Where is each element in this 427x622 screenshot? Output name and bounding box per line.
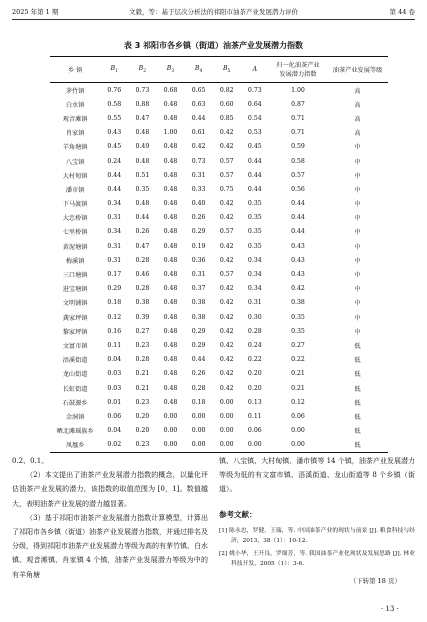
table-row bbox=[50, 111, 388, 125]
cell-b5: 0.75 bbox=[219, 185, 234, 193]
cell-b5: 0.42 bbox=[219, 370, 234, 378]
cell-b4: 0.38 bbox=[191, 313, 206, 321]
cell-b5: 0.42 bbox=[219, 356, 234, 364]
reference-item: [2] 姚小华，王开良，罗细芳，等. 我国油茶产业化现状及发展思路 [J]. 林业科技开发，2005（1）：3-6. bbox=[219, 550, 415, 568]
cell-b3: 0.48 bbox=[163, 398, 178, 406]
cell-b3: 0.00 bbox=[163, 412, 178, 420]
cell-town: 石鼓源乡 bbox=[62, 399, 88, 407]
cell-normalized-index: 0.44 bbox=[291, 228, 305, 236]
table-row bbox=[50, 338, 388, 352]
cell-b2: 0.20 bbox=[135, 412, 150, 420]
cell-a: 0.06 bbox=[247, 427, 262, 435]
cell-b3: 0.48 bbox=[163, 157, 178, 165]
cell-b2: 0.27 bbox=[135, 327, 150, 335]
cell-b1: 0.58 bbox=[107, 100, 122, 108]
col-header-b1: $B_1$ bbox=[110, 64, 118, 75]
cell-normalized-index: 0.21 bbox=[291, 384, 305, 392]
cell-b2: 0.28 bbox=[135, 356, 150, 364]
cell-b5: 0.42 bbox=[219, 384, 234, 392]
cell-town: 下马渡镇 bbox=[62, 201, 88, 209]
cell-town: 龙山街道 bbox=[62, 371, 88, 379]
cell-b5: 0.42 bbox=[219, 129, 234, 137]
table-row bbox=[50, 395, 388, 409]
cell-b1: 0.31 bbox=[107, 256, 122, 264]
cell-b4: 0.44 bbox=[191, 114, 206, 122]
table-row bbox=[50, 182, 388, 196]
cell-b2: 0.23 bbox=[135, 398, 150, 406]
cell-level: 低 bbox=[354, 371, 361, 379]
cell-b2: 0.48 bbox=[135, 129, 150, 137]
cell-town: 观音滩镇 bbox=[62, 115, 88, 123]
reference-item: [1] 陈永忠，罗健，王瑞，等. 中国油茶产业的现状与前景 [J]. 粮食科技与经济，2013，38（1）：10-12. bbox=[219, 527, 415, 545]
cell-b2: 0.21 bbox=[135, 370, 150, 378]
table-body bbox=[50, 83, 388, 453]
cell-town: 金洞镇 bbox=[65, 413, 85, 421]
cell-b1: 0.01 bbox=[107, 398, 122, 406]
cell-b3: 0.48 bbox=[163, 143, 178, 151]
col-header-b2: $B_2$ bbox=[138, 64, 147, 75]
cell-b1: 0.76 bbox=[107, 86, 122, 94]
cell-a: 0.22 bbox=[247, 356, 262, 364]
table-row bbox=[50, 424, 388, 438]
cell-normalized-index: 0.71 bbox=[291, 114, 305, 122]
cell-level: 中 bbox=[354, 286, 361, 294]
cell-normalized-index: 0.43 bbox=[291, 271, 305, 279]
cell-level: 中 bbox=[354, 314, 361, 322]
body-right-column bbox=[219, 454, 415, 588]
cell-level: 中 bbox=[354, 272, 361, 280]
table-row bbox=[50, 140, 388, 154]
body-left-column bbox=[12, 454, 208, 582]
cell-b1: 0.03 bbox=[107, 370, 122, 378]
cell-b1: 0.11 bbox=[107, 341, 122, 349]
cell-b2: 0.49 bbox=[135, 143, 150, 151]
cell-a: 0.20 bbox=[247, 384, 262, 392]
cell-b1: 0.03 bbox=[107, 384, 122, 392]
cell-b2: 0.21 bbox=[135, 384, 150, 392]
body-paragraph: （2）本文提出了油茶产业发展潜力指数的概念，以量化评估油茶产业发展的潜力，该指数的取值范围为 [0，1]。数值越大，表明油茶产业发展的潜力越显著。 bbox=[12, 471, 208, 508]
table-row bbox=[50, 97, 388, 111]
table-row bbox=[50, 381, 388, 395]
cell-b5: 0.00 bbox=[219, 398, 234, 406]
cell-b3: 0.48 bbox=[163, 271, 178, 279]
cell-level: 低 bbox=[354, 413, 361, 421]
cell-b3: 0.48 bbox=[163, 299, 178, 307]
cell-b3: 0.48 bbox=[163, 100, 178, 108]
cell-level: 中 bbox=[354, 229, 361, 237]
cell-town: 凤凰乡 bbox=[65, 442, 85, 450]
col-header-b3: $B_3$ bbox=[166, 64, 175, 75]
cell-b2: 0.23 bbox=[135, 441, 150, 449]
cell-town: 梅溪镇 bbox=[65, 257, 85, 265]
cell-b4: 0.26 bbox=[191, 370, 206, 378]
cell-level: 低 bbox=[354, 428, 361, 436]
cell-town: 大村甸镇 bbox=[62, 172, 88, 180]
cell-b2: 0.47 bbox=[135, 242, 150, 250]
cell-normalized-index: 0.44 bbox=[291, 214, 305, 222]
cell-normalized-index: 0.43 bbox=[291, 242, 305, 250]
cell-town: 白水镇 bbox=[65, 101, 85, 109]
cell-normalized-index: 0.56 bbox=[291, 185, 305, 193]
cell-b2: 0.88 bbox=[135, 100, 150, 108]
cell-b1: 0.12 bbox=[107, 313, 122, 321]
cell-b1: 0.31 bbox=[107, 242, 122, 250]
cell-b1: 0.31 bbox=[107, 214, 122, 222]
cell-normalized-index: 0.21 bbox=[291, 370, 305, 378]
cell-b3: 0.48 bbox=[163, 285, 178, 293]
cell-normalized-index: 0.12 bbox=[291, 398, 305, 406]
cell-b5: 0.42 bbox=[219, 143, 234, 151]
cell-b3: 0.48 bbox=[163, 171, 178, 179]
cell-level: 低 bbox=[354, 357, 361, 365]
cell-b4: 0.28 bbox=[191, 384, 206, 392]
cell-b5: 0.42 bbox=[219, 200, 234, 208]
cell-b1: 0.24 bbox=[107, 157, 122, 165]
cell-town: 黄泥塘镇 bbox=[62, 243, 88, 251]
cell-b1: 0.29 bbox=[107, 285, 122, 293]
cell-a: 0.44 bbox=[247, 185, 262, 193]
cell-b2: 0.26 bbox=[135, 228, 150, 236]
cell-b5: 0.42 bbox=[219, 299, 234, 307]
cell-b3: 0.48 bbox=[163, 114, 178, 122]
cell-town: 进宝塘镇 bbox=[62, 286, 88, 294]
cell-normalized-index: 0.38 bbox=[291, 299, 305, 307]
cell-normalized-index: 0.44 bbox=[291, 200, 305, 208]
cell-b1: 0.44 bbox=[107, 171, 122, 179]
cell-b2: 0.44 bbox=[135, 214, 150, 222]
col-header-index-line2: 发展潜力指数 bbox=[279, 70, 317, 78]
cell-a: 0.30 bbox=[247, 313, 262, 321]
cell-b4: 0.36 bbox=[191, 256, 206, 264]
cell-level: 低 bbox=[354, 442, 361, 450]
cell-level: 高 bbox=[354, 87, 361, 95]
page-number: · 13 · bbox=[381, 605, 399, 613]
cell-town: 文明铺镇 bbox=[62, 300, 88, 308]
cell-level: 中 bbox=[354, 144, 361, 152]
cell-b4: 0.61 bbox=[191, 129, 206, 137]
cell-b3: 0.48 bbox=[163, 242, 178, 250]
cell-b3: 0.48 bbox=[163, 341, 178, 349]
cell-level: 高 bbox=[354, 130, 361, 138]
cell-level: 低 bbox=[354, 385, 361, 393]
cell-level: 中 bbox=[354, 243, 361, 251]
table-row bbox=[50, 83, 388, 98]
cell-town: 潘市镇 bbox=[65, 186, 85, 194]
cell-b5: 0.57 bbox=[219, 228, 234, 236]
table-row bbox=[50, 367, 388, 381]
cell-b1: 0.55 bbox=[107, 114, 122, 122]
cell-normalized-index: 0.22 bbox=[291, 356, 305, 364]
cell-town: 大忠桥镇 bbox=[62, 215, 88, 223]
cell-level: 中 bbox=[354, 201, 361, 209]
cell-b1: 0.45 bbox=[107, 143, 122, 151]
cell-b1: 0.43 bbox=[107, 129, 122, 137]
table-row bbox=[50, 267, 388, 281]
cell-b3: 0.48 bbox=[163, 214, 178, 222]
cell-b3: 0.48 bbox=[163, 200, 178, 208]
cell-a: 0.73 bbox=[247, 86, 262, 94]
cell-level: 高 bbox=[354, 101, 361, 109]
cell-b2: 0.48 bbox=[135, 157, 150, 165]
cell-level: 中 bbox=[354, 328, 361, 336]
cell-a: 0.35 bbox=[247, 200, 262, 208]
body-paragraph: （3）基于祁阳市油茶产业发展潜力指数计算模型，计算出了祁阳市各乡镇（街道）油茶产业发展潜力指数，并通过排名及分级，得到祁阳市油茶产业发展潜力等级为高的有茅竹镇、白水镇、观音滩镇、肖家镇 4 个镇，油茶产业发展潜力等级为中的有羊角塘 bbox=[12, 513, 208, 579]
cell-b4: 0.38 bbox=[191, 299, 206, 307]
cell-normalized-index: 0.59 bbox=[291, 143, 305, 151]
body-paragraph: 镇、八宝镇、大村甸镇、潘市镇等 14 个镇，油茶产业发展潜力等级为低的有文富市镇、浯溪街道、龙山街道等 8 个乡镇（街道）。 bbox=[219, 457, 415, 494]
cell-b4: 0.42 bbox=[191, 143, 206, 151]
cell-level: 中 bbox=[354, 172, 361, 180]
cell-b4: 0.65 bbox=[191, 86, 206, 94]
cell-b1: 0.18 bbox=[107, 299, 122, 307]
cell-normalized-index: 1.00 bbox=[291, 86, 305, 94]
cell-b5: 0.85 bbox=[219, 114, 234, 122]
cell-town: 长虹街道 bbox=[62, 385, 88, 393]
cell-level: 中 bbox=[354, 186, 361, 194]
cell-b4: 0.19 bbox=[191, 242, 206, 250]
cell-b5: 0.42 bbox=[219, 256, 234, 264]
cell-b3: 0.48 bbox=[163, 356, 178, 364]
header-rule bbox=[12, 19, 415, 20]
cell-b1: 0.34 bbox=[107, 228, 122, 236]
cell-b5: 0.57 bbox=[219, 271, 234, 279]
col-header-a: A bbox=[252, 66, 258, 73]
cell-b3: 0.48 bbox=[163, 327, 178, 335]
cell-a: 0.54 bbox=[247, 114, 262, 122]
running-head-issue: 2025 年第 1 期 bbox=[12, 8, 59, 16]
table-row bbox=[50, 168, 388, 182]
cell-b5: 0.82 bbox=[219, 86, 234, 94]
cell-b2: 0.73 bbox=[135, 86, 150, 94]
col-header-b5: $B_5$ bbox=[222, 64, 231, 75]
cell-town: 茅竹镇 bbox=[65, 87, 85, 95]
cell-b3: 0.48 bbox=[163, 228, 178, 236]
table-row bbox=[50, 282, 388, 296]
cell-b3: 0.00 bbox=[163, 427, 178, 435]
cell-a: 0.34 bbox=[247, 271, 262, 279]
cell-b3: 0.48 bbox=[163, 256, 178, 264]
table-row bbox=[50, 239, 388, 253]
cell-b2: 0.38 bbox=[135, 299, 150, 307]
cell-b2: 0.48 bbox=[135, 200, 150, 208]
cell-normalized-index: 0.06 bbox=[291, 412, 305, 420]
cell-a: 0.35 bbox=[247, 242, 262, 250]
cell-a: 0.34 bbox=[247, 285, 262, 293]
running-head bbox=[12, 6, 415, 18]
cell-b5: 0.00 bbox=[219, 427, 234, 435]
cell-a: 0.34 bbox=[247, 256, 262, 264]
cell-a: 0.44 bbox=[247, 157, 262, 165]
table-row bbox=[50, 253, 388, 267]
table-row bbox=[50, 126, 388, 140]
cell-a: 0.24 bbox=[247, 341, 262, 349]
cell-b2: 0.51 bbox=[135, 171, 150, 179]
body-paragraph: 0.2、0.1。 bbox=[12, 457, 49, 465]
cell-b5: 0.57 bbox=[219, 157, 234, 165]
cell-b5: 0.42 bbox=[219, 341, 234, 349]
table-row bbox=[50, 211, 388, 225]
cell-b4: 0.00 bbox=[191, 427, 206, 435]
cell-a: 0.44 bbox=[247, 171, 262, 179]
cell-normalized-index: 0.43 bbox=[291, 256, 305, 264]
cell-b1: 0.17 bbox=[107, 271, 122, 279]
cell-b1: 0.04 bbox=[107, 356, 122, 364]
cell-b4: 0.31 bbox=[191, 171, 206, 179]
col-header-b4: $B_4$ bbox=[194, 64, 203, 75]
cell-b2: 0.28 bbox=[135, 256, 150, 264]
table-row bbox=[50, 438, 388, 453]
cell-b5: 0.42 bbox=[219, 285, 234, 293]
cell-town: 浯溪街道 bbox=[62, 357, 88, 365]
cell-b3: 1.00 bbox=[163, 129, 178, 137]
cell-b2: 0.46 bbox=[135, 271, 150, 279]
cell-level: 中 bbox=[354, 158, 361, 166]
cell-b4: 0.00 bbox=[191, 441, 206, 449]
cell-town: 八宝镇 bbox=[65, 158, 85, 166]
cell-a: 0.35 bbox=[247, 228, 262, 236]
cell-normalized-index: 0.35 bbox=[291, 313, 305, 321]
cell-b2: 0.35 bbox=[135, 185, 150, 193]
cell-b4: 0.29 bbox=[191, 327, 206, 335]
cell-b4: 0.40 bbox=[191, 200, 206, 208]
cell-a: 0.45 bbox=[247, 143, 262, 151]
cell-b3: 0.48 bbox=[163, 185, 178, 193]
cell-b2: 0.20 bbox=[135, 427, 150, 435]
cell-normalized-index: 0.00 bbox=[291, 441, 305, 449]
cell-b1: 0.44 bbox=[107, 185, 122, 193]
cell-normalized-index: 0.00 bbox=[291, 427, 305, 435]
cell-b3: 0.00 bbox=[163, 441, 178, 449]
cell-b1: 0.16 bbox=[107, 327, 122, 335]
cell-normalized-index: 0.87 bbox=[291, 100, 305, 108]
col-header-town: 乡 镇 bbox=[67, 67, 83, 74]
cell-b3: 0.48 bbox=[163, 384, 178, 392]
cell-a: 0.13 bbox=[247, 398, 262, 406]
running-head-article: 文毅，等：基于层次分析法的祁阳市油茶产业发展潜力评价 bbox=[129, 8, 298, 16]
cell-normalized-index: 0.58 bbox=[291, 157, 305, 165]
table-row bbox=[50, 296, 388, 310]
table-header-row bbox=[50, 57, 388, 83]
potential-index-table bbox=[50, 56, 388, 453]
cell-town: 三口塘镇 bbox=[62, 272, 88, 280]
cell-b5: 0.42 bbox=[219, 327, 234, 335]
cell-town: 肖家镇 bbox=[65, 130, 85, 138]
cell-b3: 0.68 bbox=[163, 86, 178, 94]
cell-b3: 0.48 bbox=[163, 370, 178, 378]
cell-b1: 0.04 bbox=[107, 427, 122, 435]
cell-b4: 0.26 bbox=[191, 214, 206, 222]
table-row bbox=[50, 353, 388, 367]
table-row bbox=[50, 197, 388, 211]
col-header-index-line1: 归一化油茶产业 bbox=[276, 61, 320, 69]
cell-a: 0.11 bbox=[247, 412, 262, 420]
cell-level: 中 bbox=[354, 257, 361, 265]
cell-b2: 0.23 bbox=[135, 341, 150, 349]
cell-a: 0.28 bbox=[247, 327, 262, 335]
cell-a: 0.53 bbox=[247, 129, 262, 137]
cell-b4: 0.44 bbox=[191, 356, 206, 364]
cell-b4: 0.29 bbox=[191, 341, 206, 349]
cell-level: 高 bbox=[354, 115, 361, 123]
cell-b4: 0.18 bbox=[191, 398, 206, 406]
cell-b5: 0.00 bbox=[219, 412, 234, 420]
table-row bbox=[50, 154, 388, 168]
cell-town: 黎家坪镇 bbox=[62, 328, 88, 336]
cell-a: 0.64 bbox=[247, 100, 262, 108]
cell-b5: 0.00 bbox=[219, 441, 234, 449]
cell-town: 龚家坪镇 bbox=[62, 314, 88, 322]
cell-normalized-index: 0.57 bbox=[291, 171, 305, 179]
cell-b1: 0.34 bbox=[107, 200, 122, 208]
cell-level: 低 bbox=[354, 342, 361, 350]
table-row bbox=[50, 310, 388, 324]
cell-town: 七里桥镇 bbox=[62, 229, 88, 237]
cell-b4: 0.37 bbox=[191, 285, 206, 293]
cell-b4: 0.31 bbox=[191, 271, 206, 279]
cell-b1: 0.02 bbox=[107, 441, 122, 449]
cell-b4: 0.33 bbox=[191, 185, 206, 193]
cell-a: 0.00 bbox=[247, 441, 262, 449]
table-row bbox=[50, 225, 388, 239]
cell-level: 低 bbox=[354, 399, 361, 407]
cell-b4: 0.63 bbox=[191, 100, 206, 108]
cell-b2: 0.39 bbox=[135, 313, 150, 321]
table-title: 表 3 祁阳市各乡镇（街道）油茶产业发展潜力指数 bbox=[123, 41, 304, 50]
col-header-level: 油茶产业发展等级 bbox=[332, 67, 383, 74]
cell-b2: 0.47 bbox=[135, 114, 150, 122]
cell-b2: 0.28 bbox=[135, 285, 150, 293]
cell-town: 羊角塘镇 bbox=[62, 144, 88, 152]
cell-b4: 0.29 bbox=[191, 228, 206, 236]
table-row bbox=[50, 409, 388, 423]
cell-a: 0.20 bbox=[247, 370, 262, 378]
cell-b3: 0.48 bbox=[163, 313, 178, 321]
cell-a: 0.31 bbox=[247, 299, 262, 307]
cell-b5: 0.42 bbox=[219, 313, 234, 321]
cell-normalized-index: 0.35 bbox=[291, 327, 305, 335]
cell-a: 0.35 bbox=[247, 214, 262, 222]
cell-b5: 0.42 bbox=[219, 242, 234, 250]
cell-level: 中 bbox=[354, 215, 361, 223]
cell-normalized-index: 0.71 bbox=[291, 129, 305, 137]
running-head-volume: 第 44 卷 bbox=[389, 8, 415, 16]
cell-level: 中 bbox=[354, 300, 361, 308]
cell-town: 晒北滩瑶族乡 bbox=[56, 428, 94, 436]
cell-b5: 0.42 bbox=[219, 214, 234, 222]
continued-note: （下转第 18 页） bbox=[349, 576, 401, 585]
col-header-normalized-index bbox=[269, 57, 327, 83]
cell-b5: 0.57 bbox=[219, 171, 234, 179]
cell-b1: 0.06 bbox=[107, 412, 122, 420]
cell-town: 文富市镇 bbox=[62, 342, 88, 350]
cell-b4: 0.00 bbox=[191, 412, 206, 420]
cell-b4: 0.73 bbox=[191, 157, 206, 165]
cell-b5: 0.60 bbox=[219, 100, 234, 108]
cell-normalized-index: 0.42 bbox=[291, 285, 305, 293]
references-title: 参考文献： bbox=[219, 509, 257, 519]
table-row bbox=[50, 324, 388, 338]
cell-normalized-index: 0.27 bbox=[291, 341, 305, 349]
